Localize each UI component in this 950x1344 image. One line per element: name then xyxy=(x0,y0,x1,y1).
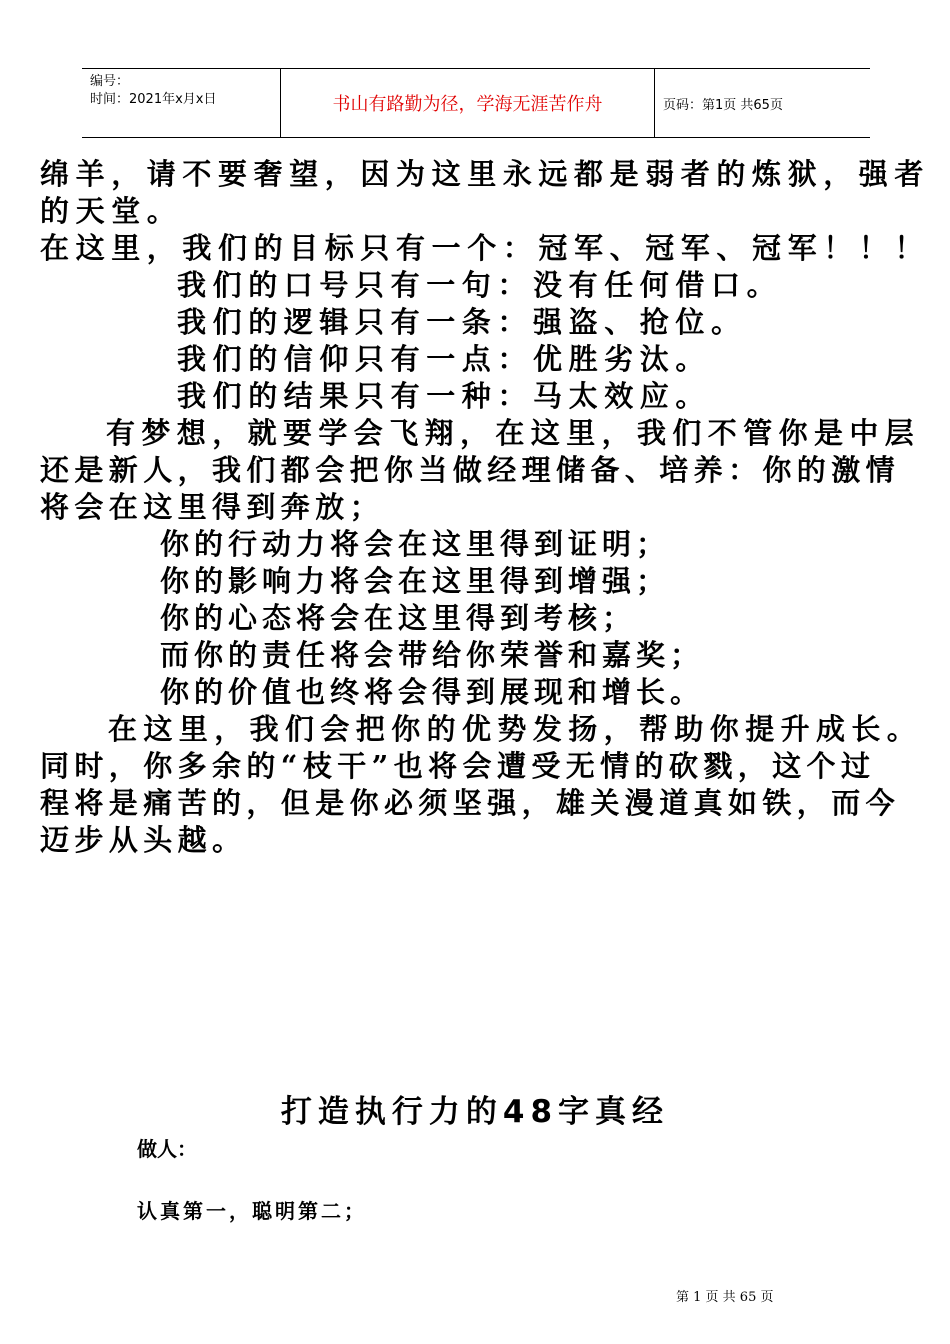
text-line: 你的心态将会在这里得到考核； xyxy=(160,601,637,635)
text-line: 你的行动力将会在这里得到证明； xyxy=(160,527,671,561)
text-line: 你的影响力将会在这里得到增强； xyxy=(160,564,671,598)
text-line: 我们的逻辑只有一条：强盗、抢位。 xyxy=(177,305,747,339)
text-line: 还是新人，我们都会把你当做经理储备、培养：你的激情 xyxy=(40,453,901,487)
section-subheading: 做人： xyxy=(137,1137,197,1161)
text-line: 有梦想，就要学会飞翔，在这里，我们不管你是中层 xyxy=(106,416,921,450)
text-line: 同时，你多余的“枝干”也将会遭受无情的砍戮，这个过 xyxy=(40,749,876,783)
section-title: 打造执行力的48字真经 xyxy=(280,1094,670,1130)
time-label: 时间：2021年x月x日 xyxy=(90,92,217,107)
text-line: 迈步从头越。 xyxy=(40,823,247,857)
text-line: 而你的责任将会带给你荣誉和嘉奖； xyxy=(160,638,705,672)
text-line: 将会在这里得到奔放； xyxy=(40,490,385,524)
text-line: 你的价值也终将会得到展现和增长。 xyxy=(160,675,705,709)
text-line: 在这里，我们会把你的优势发扬，帮助你提升成长。 xyxy=(108,712,923,746)
page-header xyxy=(82,68,870,138)
header-motto: 书山有路勤为径，学海无涯苦作舟 xyxy=(332,94,603,115)
text-line: 我们的结果只有一种：马太效应。 xyxy=(177,379,712,413)
text-line: 我们的信仰只有一点：优胜劣汰。 xyxy=(177,342,712,376)
number-label: 编号： xyxy=(90,74,130,89)
page-footer: 第 1 页 共 65 页 xyxy=(676,1290,774,1305)
text-line: 绵羊，请不要奢望，因为这里永远都是弱者的炼狱，强者 xyxy=(40,157,931,191)
text-line: 的天堂。 xyxy=(40,194,183,228)
text-line: 在这里，我们的目标只有一个：冠军、冠军、冠军！！！ xyxy=(40,231,931,265)
text-line: 程将是痛苦的，但是你必须坚强，雄关漫道真如铁，而今 xyxy=(40,786,901,820)
text-line: 我们的口号只有一句：没有任何借口。 xyxy=(177,268,783,302)
section-line: 认真第一，聪明第二； xyxy=(137,1199,367,1223)
header-meta xyxy=(82,69,280,137)
header-page-info: 页码：第1页 共65页 xyxy=(663,97,783,113)
